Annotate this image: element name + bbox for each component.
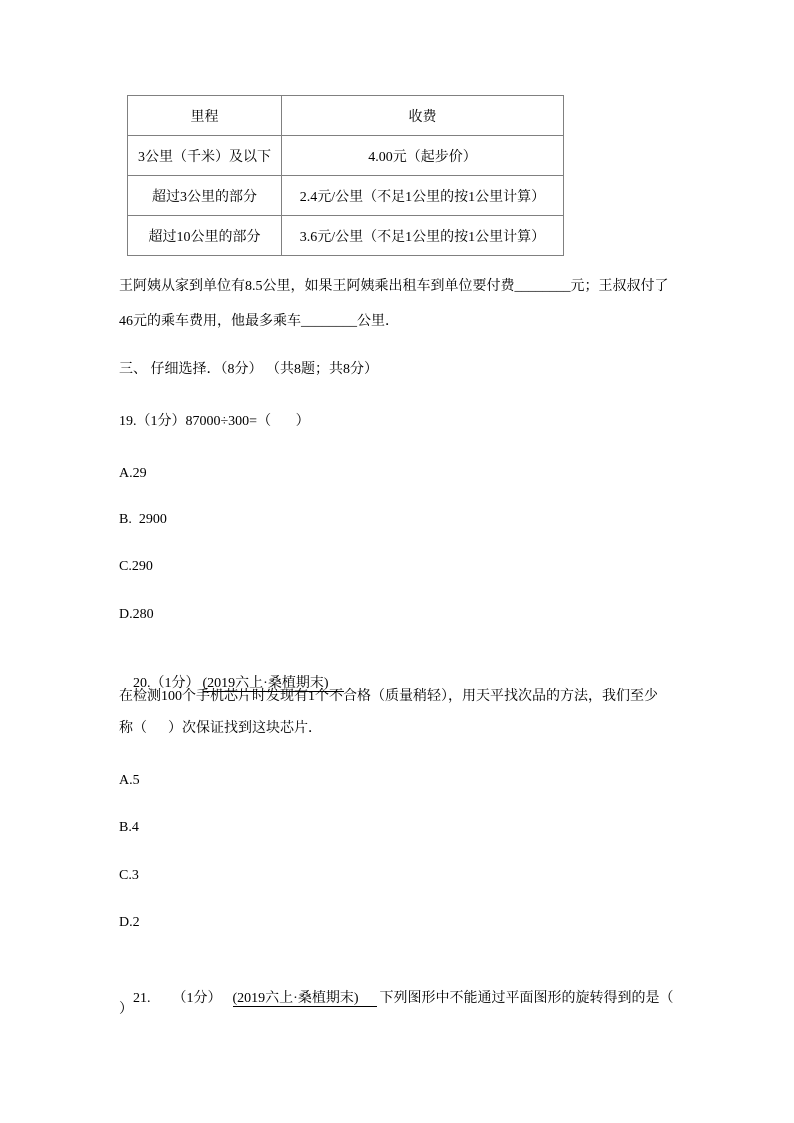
taxi-fare-table	[127, 95, 564, 256]
question-20-option-d: D.2	[119, 915, 140, 930]
table-cell-mileage: 超过10公里的部分	[128, 216, 282, 256]
question-19-stem: 19.（1分）87000÷300=（ ）	[119, 414, 310, 429]
table-row	[128, 136, 564, 176]
question-20-source: (2019六上·桑植期末)	[203, 676, 344, 692]
table-row	[128, 216, 564, 256]
table-cell-fee: 4.00元（起步价）	[282, 136, 564, 176]
question-21-source: (2019六上·桑植期末)	[233, 991, 377, 1007]
question-20-body-line1: 在检测100个手机芯片时发现有1个不合格（质量稍轻），用天平找次品的方法，我们至少	[119, 689, 658, 704]
table-row	[128, 176, 564, 216]
question-20-option-b: B.4	[119, 820, 139, 835]
question-19-option-a: A.29	[119, 466, 147, 481]
question-20-option-a: A.5	[119, 773, 140, 788]
table-header-fee: 收费	[282, 96, 564, 136]
table-header-mileage: 里程	[128, 96, 282, 136]
table-header-row	[128, 96, 564, 136]
fill-in-question-line1: 王阿姨从家到单位有8.5公里，如果王阿姨乘出租车到单位要付费________元；王叔叔付了	[119, 279, 669, 294]
question-21-score: （1分）	[172, 991, 222, 1006]
question-21-number: 21.	[133, 991, 151, 1006]
question-20-option-c: C.3	[119, 868, 139, 883]
question-21-stem-text: 下列图形中不能通过平面图形的旋转得到的是（	[379, 991, 674, 1006]
table-cell-mileage: 3公里（千米）及以下	[128, 136, 282, 176]
question-20-number-score: 20.（1分）	[133, 676, 200, 691]
fill-in-question-line2: 46元的乘车费用，他最多乘车________公里．	[119, 314, 399, 329]
question-19-option-c: C.290	[119, 559, 153, 574]
section-heading: 三、 仔细选择．（8分） （共8题；共8分）	[119, 362, 378, 377]
table-cell-fee: 3.6元/公里（不足1公里的按1公里计算）	[282, 216, 564, 256]
table-cell-mileage: 超过3公里的部分	[128, 176, 282, 216]
question-20-body-line2: 称（ ）次保证找到这块芯片．	[119, 721, 322, 736]
question-19-option-b: B. 2900	[119, 512, 167, 527]
question-21-stem-line2: ）	[119, 1002, 133, 1017]
table-cell-fee: 2.4元/公里（不足1公里的按1公里计算）	[282, 176, 564, 216]
question-19-option-d: D.280	[119, 607, 154, 622]
question-21-stem-line1	[119, 969, 674, 1029]
